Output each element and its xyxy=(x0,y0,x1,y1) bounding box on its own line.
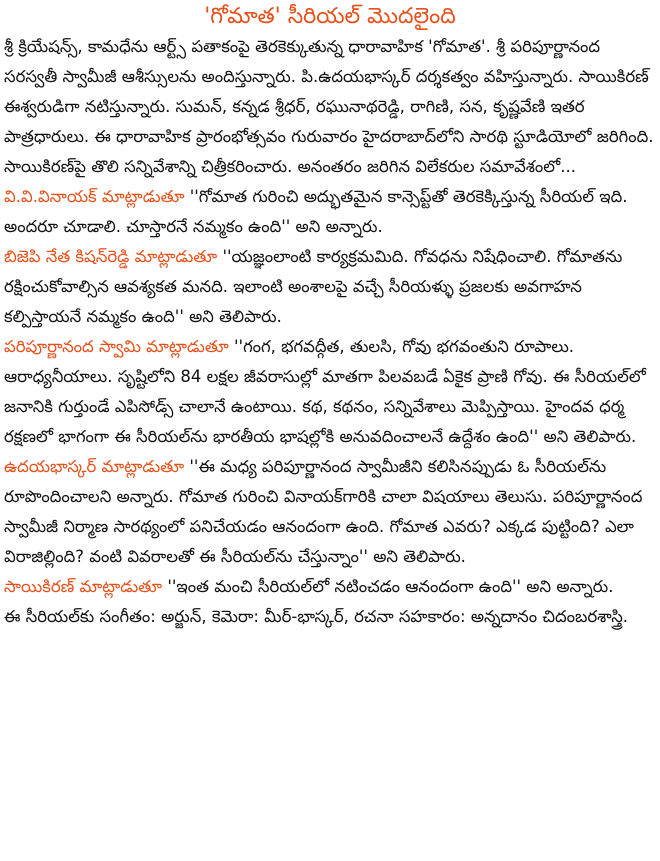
quote-text: ''ఈ మధ్య పరిపూర్ణానంద స్వామీజీని కలిసినప్పుడు ఓ సీరియల్‌ను రూపొందించాలని అన్నారు. గోమాత గురించి వినాయక్‌గారికి చాలా విషయాలు తెలుసు. పరిపూర్ణానంద స్వామీజీ నిర్మాణ సారథ్యంలో పనిచేయడం ఆనందంగా ఉంది. గోమాత ఎవరు? ఎక్కడ పుట్టింది? ఎలా విరాజిల్లింది? వంటి వివరాలతో ఈ సీరియల్‌ను చేస్తున్నాం'' అని తెలిపారు. xyxy=(4,457,643,566)
speaker-label: బిజెపి నేత కిషన్‌రెడ్డి మాట్లాడుతూ xyxy=(4,247,218,266)
quote-udayabhaskar xyxy=(0,452,660,572)
speaker-label: పరిపూర్ణానంద స్వామి మాట్లాడుతూ xyxy=(4,337,229,356)
quote-vinayak xyxy=(0,182,660,242)
intro-paragraph: శ్రీ క్రియేషన్స్, కామధేను ఆర్ట్స్ పతాకంపై తెరకెక్కుతున్న ధారావాహిక 'గోమాత'. శ్రీ పరిపూర్ణానంద సరస్వతీ స్వామీజీ ఆశీస్సులను అందిస్తున్నారు. పి.ఉదయభాస్కర్ దర్శకత్వం వహిస్తున్నారు. సాయికిరణ్ ఈశ్వరుడిగా నటిస్తున్నారు. సుమన్, కన్నడ శ్రీధర్, రఘునాథరెడ్డి, రాగిణి, సన, కృష్ణవేణి ఇతర పాత్రధారులు. ఈ ధారావాహిక ప్రారంభోత్సవం గురువారం హైదరాబాద్‌లోని సారథి స్టూడియోలో జరిగింది. సాయికిరణ్‌పై తొలి సన్నివేశాన్ని చిత్రీకరించారు. అనంతరం జరిగిన విలేకరుల సమావేశంలో... xyxy=(4,37,654,176)
quote-saikiran xyxy=(0,572,660,602)
speaker-label: సాయికిరణ్ మాట్లాడుతూ xyxy=(4,577,163,596)
page-title: 'గోమాత' సీరియల్ మొదలైంది xyxy=(204,4,456,29)
speaker-label: ఉదయభాస్కర్ మాట్లాడుతూ xyxy=(4,457,185,476)
quote-text: ''గోమాత గురించి అద్భుతమైన కాన్సెప్ట్‌తో తెరకెక్కిస్తున్న సీరియల్ ఇది. అందరూ చూడాలి. చూస్తారనే నమ్మకం ఉంది'' అని అన్నారు. xyxy=(4,187,628,236)
quote-text: ''యజ్ఞంలాంటి కార్యక్రమమిది. గోవధను నిషేధించాలి. గోమాతను రక్షించుకోవాల్సిన ఆవశ్యకత మనది. ఇలాంటి అంశాలపై వచ్చే సీరియళ్ళు ప్రజలకు అవగాహన కల్పిస్తాయనే నమ్మకం ఉంది'' అని తెలిపారు. xyxy=(4,247,623,326)
credits-paragraph: ఈ సీరియల్‌కు సంగీతం: అర్జున్, కెమెరా: మీర్-భాస్కర్, రచనా సహకారం: అన్నదానం చిదంబరశాస్త్రి. xyxy=(4,607,629,626)
quote-paripoornananda xyxy=(0,332,660,452)
quote-text: ''గంగ, భగవద్గీత, తులసి, గోవు భగవంతుని రూపాలు. ఆరాధ్యనీయాలు. సృష్టిలోని 84 లక్షల జీవరాసుల్లో మాతగా పిలవబడే ఏకైక ప్రాణి గోవు. ఈ సీరియల్‌లో జనానికి గుర్తుండే ఎపిసోడ్స్ చాలానే ఉంటాయి. కథ, కథనం, సన్నివేశాలు మెప్పిస్తాయి. హైందవ ధర్మ రక్షణలో భాగంగా ఈ సీరియల్‌ను భారతీయ భాషల్లోకి అనువదించాలనే ఉద్దేశం ఉంది'' అని తెలిపారు. xyxy=(4,337,646,446)
quote-kishan-reddy xyxy=(0,242,660,332)
quote-text: ''ఇంత మంచి సీరియల్‌లో నటించడం ఆనందంగా ఉంది'' అని అన్నారు. xyxy=(162,577,614,596)
speaker-label: వి.వి.వినాయక్ మాట్లాడుతూ xyxy=(4,187,185,206)
